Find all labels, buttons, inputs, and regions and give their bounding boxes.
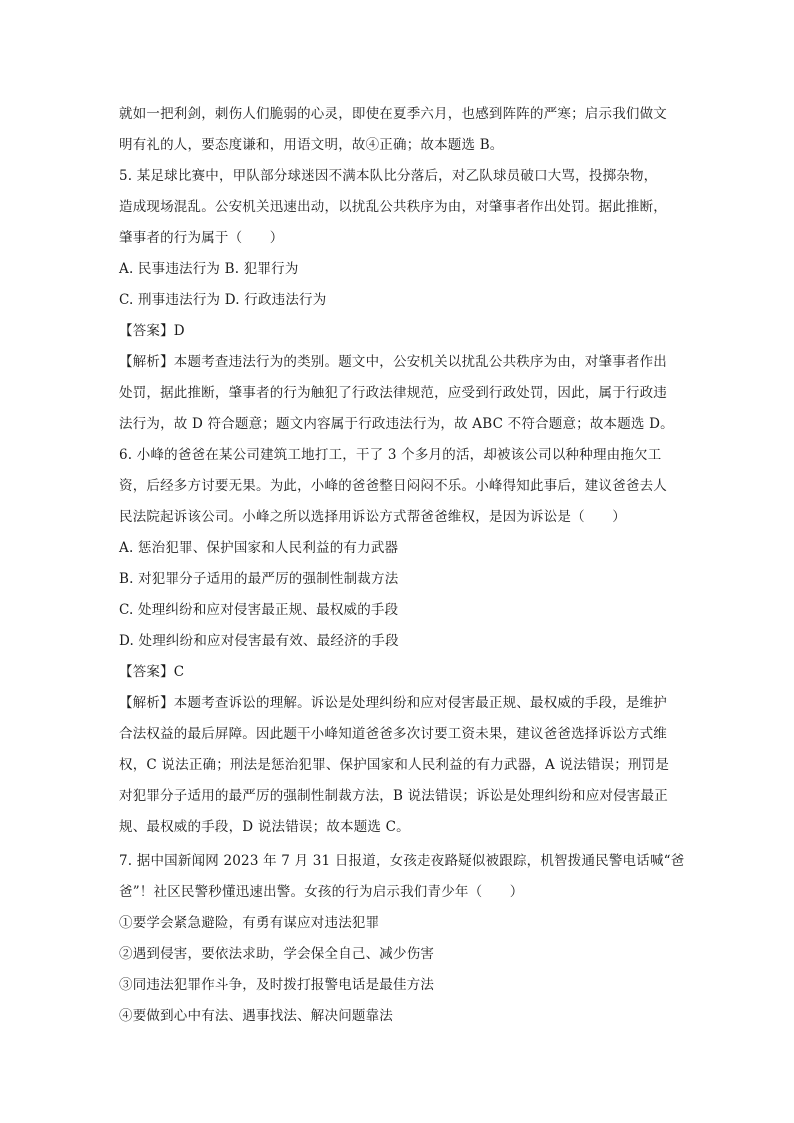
text-line: 民法院起诉该公司。小峰之所以选择用诉讼方式帮爸爸维权，是因为诉讼是（ ） — [119, 509, 626, 525]
question-6-answer: 【答案】C — [119, 664, 185, 680]
question-7-item-1: ①要学会紧急避险，有勇有谋应对违法犯罪 — [119, 915, 380, 931]
question-5-options-ab: A. 民事违法行为 B. 犯罪行为 — [119, 261, 299, 277]
question-6-option-a: A. 惩治犯罪、保护国家和人民利益的有力武器 — [119, 540, 399, 556]
text-line: 规、最权威的手段，D 说法错误；故本题选 C。 — [119, 819, 410, 835]
question-5-options-cd: C. 刑事违法行为 D. 行政违法行为 — [119, 292, 327, 308]
question-6-analysis: 【解析】本题考查诉讼的理解。诉讼是处理纠纷和应对侵害最正规、最权威的手段，是维护 — [119, 695, 667, 711]
text-line: 法行为，故 D 符合题意；题文内容属于行政违法行为，故 ABC 不符合题意；故本题选 D。 — [119, 416, 674, 432]
question-6-option-c: C. 处理纠纷和应对侵害最正规、最权威的手段 — [119, 602, 399, 618]
question-6-stem: 6. 小峰的爸爸在某公司建筑工地打工，干了 3 个多月的活，却被该公司以种种理由拖欠工 — [119, 447, 662, 463]
question-7-item-2: ②遇到侵害，要依法求助，学会保全自己、减少伤害 — [119, 946, 435, 962]
text-line: 造成现场混乱。公安机关迅速出动，以扰乱公共秩序为由，对肇事者作出处罚。据此推断， — [119, 199, 667, 215]
text-line: 就如一把利剑，刺伤人们脆弱的心灵，即使在夏季六月，也感到阵阵的严寒；启示我们做文 — [119, 106, 667, 122]
question-5-answer: 【答案】D — [119, 323, 185, 339]
text-line: 爸”！社区民警秒懂迅速出警。女孩的行为启示我们青少年（ ） — [119, 884, 524, 900]
question-6-option-b: B. 对犯罪分子适用的最严厉的强制性制裁方法 — [119, 571, 399, 587]
text-line: 明有礼的人，要态度谦和，用语文明，故④正确；故本题选 B。 — [119, 137, 504, 153]
text-line: 合法权益的最后屏障。因此题干小峰知道爸爸多次讨要工资未果，建议爸爸选择诉讼方式维 — [119, 726, 667, 742]
text-line: 资，后经多方讨要无果。为此，小峰的爸爸整日闷闷不乐。小峰得知此事后，建议爸爸去人 — [119, 478, 667, 494]
question-7-item-4: ④要做到心中有法、遇事找法、解决问题靠法 — [119, 1008, 393, 1024]
question-5-analysis: 【解析】本题考查违法行为的类别。题文中，公安机关以扰乱公共秩序为由，对肇事者作出 — [119, 354, 667, 370]
question-6-option-d: D. 处理纠纷和应对侵害最有效、最经济的手段 — [119, 633, 399, 649]
question-7-stem: 7. 据中国新闻网 2023 年 7 月 31 日报道，女孩走夜路疑似被跟踪，机智拨通民警电话喊“爸 — [119, 853, 685, 869]
question-5-stem: 5. 某足球比赛中，甲队部分球迷因不满本队比分落后，对乙队球员破口大骂，投掷杂物， — [119, 168, 658, 184]
text-line: 肇事者的行为属于（ ） — [119, 230, 284, 246]
text-line: 对犯罪分子适用的最严厉的强制性制裁方法，B 说法错误；诉讼是处理纠纷和应对侵害最正 — [119, 788, 668, 804]
text-line: 权，C 说法正确；刑法是惩治犯罪、保护国家和人民利益的有力武器，A 说法错误；刑罚是 — [119, 757, 670, 773]
question-7-item-3: ③同违法犯罪作斗争，及时拨打报警电话是最佳方法 — [119, 977, 435, 993]
text-line: 处罚，据此推断，肇事者的行为触犯了行政法律规范，应受到行政处罚，因此，属于行政违 — [119, 385, 667, 401]
